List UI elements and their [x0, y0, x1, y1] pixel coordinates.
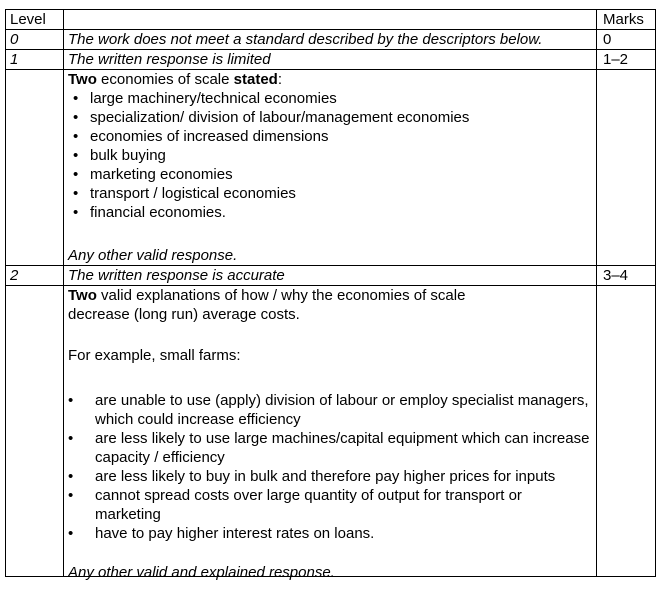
list-item: • are unable to use (apply) division of labour or employ specialist managers, which could increase efficiency — [68, 392, 589, 428]
level-2-marks: 3–4 — [597, 266, 656, 286]
level-1-detail-marks-empty — [597, 70, 656, 266]
level-1-row — [6, 50, 656, 70]
list-item: • bulk buying — [73, 147, 166, 164]
bullet-icon: • — [68, 525, 74, 542]
level-0-row — [6, 30, 656, 50]
level-1-intro: Two economies of scale stated: — [68, 71, 282, 88]
level-1-detail-empty — [6, 70, 64, 266]
bullet-icon: • — [73, 147, 79, 164]
bullet-icon: • — [68, 430, 74, 447]
level-header: Level — [6, 10, 64, 30]
descriptor-header — [64, 10, 597, 30]
list-item: • are less likely to use large machines/capital equipment which can increase capacity / efficiency — [68, 430, 590, 466]
level-2-intro: Two valid explanations of how / why the economies of scale decrease (long run) average costs. — [68, 287, 466, 323]
level-2-row — [6, 266, 656, 286]
bullet-icon: • — [73, 90, 79, 107]
list-item: • financial economies. — [73, 204, 226, 221]
bullet-icon: • — [73, 128, 79, 145]
list-item: • marketing economies — [73, 166, 233, 183]
bullet-icon: • — [73, 204, 79, 221]
level-1-marks: 1–2 — [597, 50, 656, 70]
list-item: • large machinery/technical economies — [73, 90, 337, 107]
level-2-bullet-list-wrap — [68, 391, 590, 582]
list-item: • transport / logistical economies — [73, 185, 296, 202]
bullet-icon: • — [73, 109, 79, 126]
level-2-detail-marks-empty — [597, 286, 656, 577]
level-2-bullet-list — [68, 391, 590, 543]
level-1-descriptor: The written response is limited — [64, 50, 597, 70]
list-item: • have to pay higher interest rates on loans. — [68, 525, 375, 542]
list-item: • specialization/ division of labour/management economies — [73, 109, 470, 126]
bullet-icon: • — [73, 185, 79, 202]
bullet-icon: • — [68, 487, 74, 504]
header-row — [6, 10, 656, 30]
level-0-descriptor: The work does not meet a standard described by the descriptors below. — [64, 30, 597, 50]
level-0-number: 0 — [6, 30, 64, 50]
level-2-example-intro: For example, small farms: — [68, 347, 241, 364]
level-1-detail — [64, 70, 597, 266]
level-2-detail-empty — [6, 286, 64, 577]
marks-header: Marks — [597, 10, 656, 30]
bullet-icon: • — [68, 468, 74, 485]
level-2-number: 2 — [6, 266, 64, 286]
level-1-number: 1 — [6, 50, 64, 70]
level-1-bullet-list — [68, 89, 596, 222]
level-1-closing: Any other valid response. — [68, 247, 238, 264]
list-item: • are less likely to buy in bulk and therefore pay higher prices for inputs — [68, 468, 556, 485]
level-1-detail-row — [6, 70, 656, 266]
bullet-icon: • — [68, 392, 74, 409]
level-0-marks: 0 — [597, 30, 656, 50]
list-item: • cannot spread costs over large quantity of output for transport or marketing — [68, 487, 522, 523]
bullet-icon: • — [73, 166, 79, 183]
level-2-descriptor: The written response is accurate — [64, 266, 597, 286]
list-item: • economies of increased dimensions — [73, 128, 329, 145]
level-2-closing: Any other valid and explained response. — [68, 564, 335, 581]
